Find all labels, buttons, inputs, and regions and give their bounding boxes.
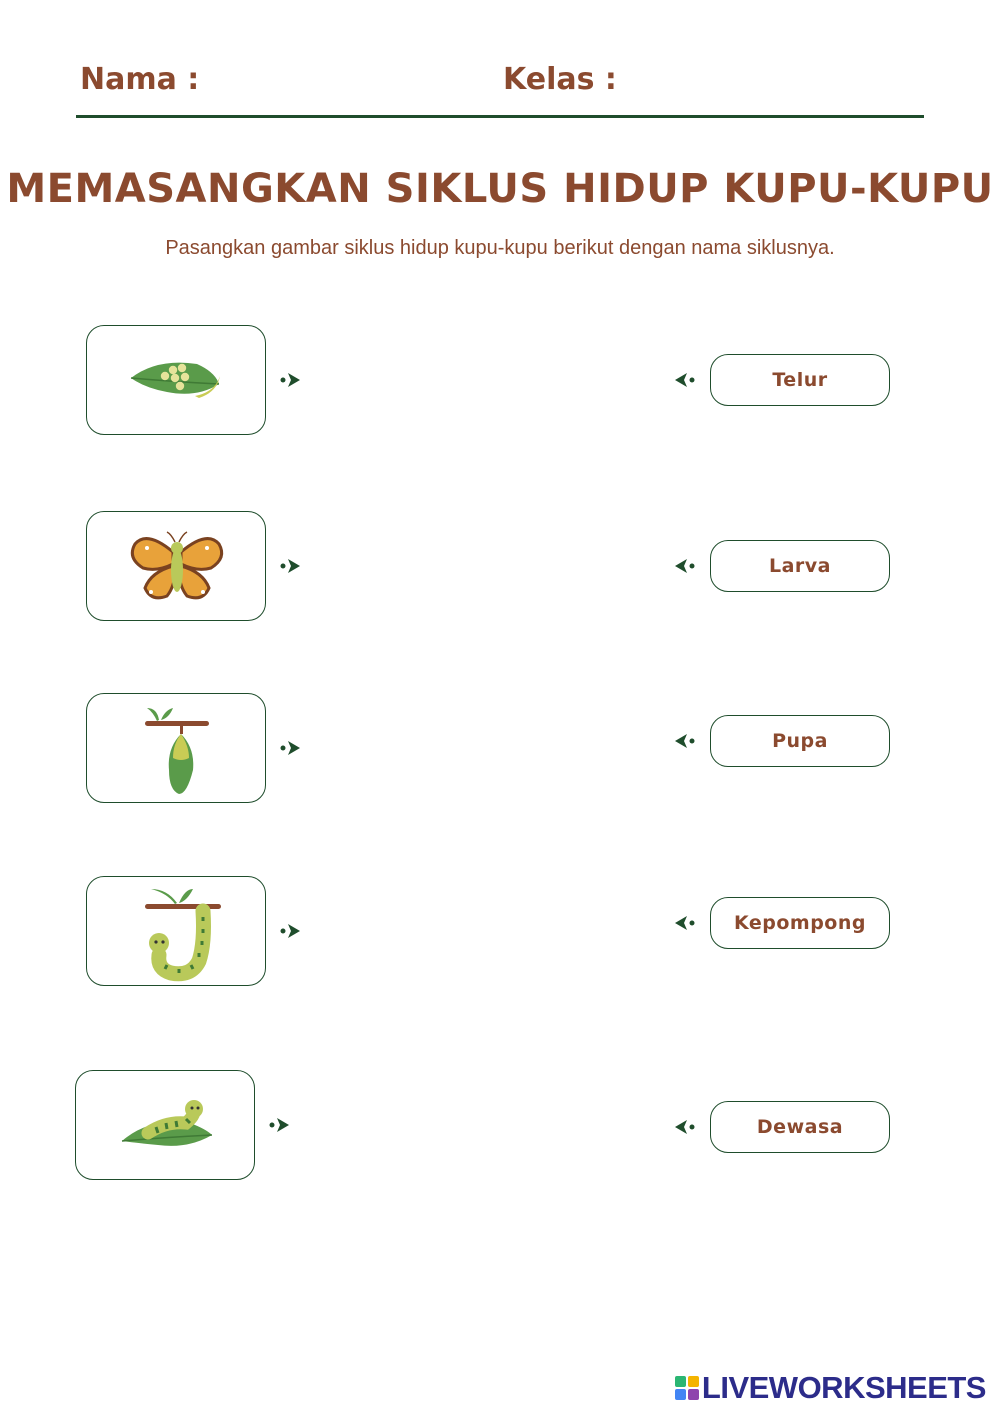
page-title: MEMASANGKAN SIKLUS HIDUP KUPU-KUPU [6,166,994,212]
header-divider [76,115,924,118]
liveworksheets-logo [675,1370,986,1406]
eggs-on-leaf-icon [87,326,267,436]
label-pupa[interactable]: Pupa [710,715,890,767]
picture-card-eggs [86,325,266,435]
label-dewasa[interactable]: Dewasa [710,1101,890,1153]
picture-card-chrysalis [86,693,266,803]
chrysalis-icon [87,694,267,804]
label-connector-dot[interactable] [672,1118,696,1136]
label-connector-dot[interactable] [672,732,696,750]
picture-card-caterpillar-leaf [75,1070,255,1180]
label-connector-dot[interactable] [672,914,696,932]
caterpillar-on-leaf-icon [76,1071,256,1181]
label-connector-dot[interactable] [672,557,696,575]
name-label: Nama : [80,62,200,97]
brand-name: LIVEWORKSHEETS [701,1370,986,1405]
picture-card-butterfly [86,511,266,621]
butterfly-icon [87,512,267,622]
picture-card-hanging-caterpillar [86,876,266,986]
instructions: Pasangkan gambar siklus hidup kupu-kupu berikut dengan nama siklusnya. [165,237,835,259]
liveworksheets-grid-icon [675,1376,699,1400]
class-label: Kelas : [503,62,617,97]
label-kepompong[interactable]: Kepompong [710,897,890,949]
picture-connector-dot[interactable] [279,922,303,940]
picture-connector-dot[interactable] [279,739,303,757]
picture-connector-dot[interactable] [268,1116,292,1134]
picture-connector-dot[interactable] [279,371,303,389]
label-telur[interactable]: Telur [710,354,890,406]
label-larva[interactable]: Larva [710,540,890,592]
label-connector-dot[interactable] [672,371,696,389]
picture-connector-dot[interactable] [279,557,303,575]
caterpillar-on-branch-icon [87,877,267,987]
